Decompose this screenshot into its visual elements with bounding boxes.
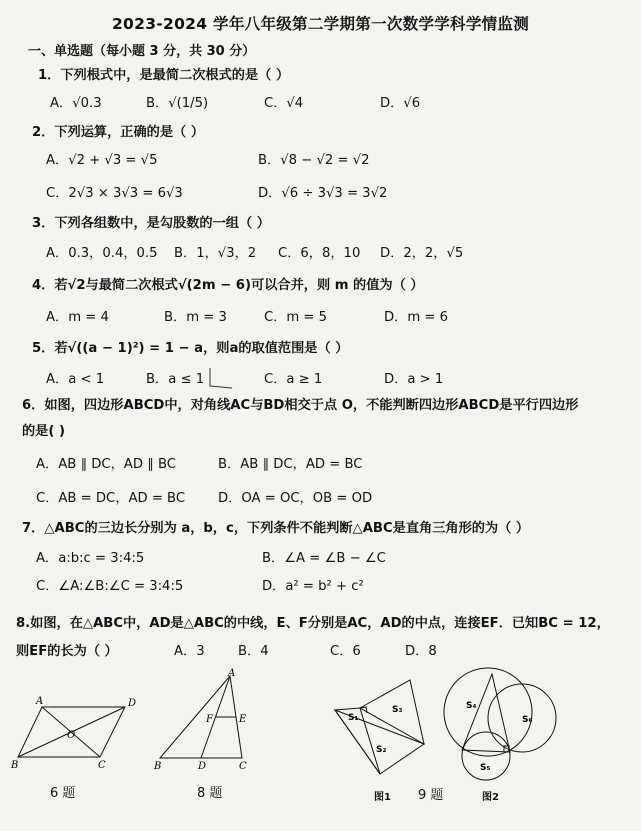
- figure-9-caption: 9 题: [418, 788, 444, 803]
- q3-option-d: D．2，2，√5: [380, 246, 464, 261]
- fig8-label-b: B: [154, 761, 162, 772]
- q3-option-c: C．6，8，10: [278, 246, 361, 261]
- fig9a-label-s3: S₃: [392, 705, 403, 715]
- q3-option-b: B．1，√3，2: [174, 246, 257, 261]
- figure-8-triangle: [150, 668, 260, 773]
- q4-option-b: B．m = 3: [164, 310, 227, 325]
- question-8-stem: 8.如图，在△ABC中，AD是△ABC的中线，E、F分别是AC，AD的中点，连接EF．已知BC = 12，: [16, 616, 610, 631]
- fig9b-label-s5: S₅: [480, 763, 491, 773]
- fig8-label-e: E: [239, 714, 247, 725]
- question-4-stem: 4．若√2与最简二次根式√(2m − 6)可以合并，则 m 的值为（ ）: [32, 278, 424, 293]
- q5-option-a: A．a < 1: [46, 372, 105, 387]
- question-5-stem: 5．若√((a − 1)²) = 1 − a，则a的取值范围是（ ）: [32, 341, 349, 356]
- q6-option-b: B．AB ∥ DC，AD = BC: [218, 457, 363, 472]
- question-1-stem: 1．下列根式中，是最简二次根式的是（ ）: [38, 68, 290, 83]
- q1-option-a: A．√0.3: [50, 96, 102, 111]
- fig6-label-a: A: [36, 696, 44, 707]
- fig9b-label-s4: S₄: [466, 701, 477, 711]
- q1-option-c: C．√4: [264, 96, 304, 111]
- q2-option-c: C．2√3 × 3√3 = 6√3: [46, 186, 183, 201]
- q8-option-c: C．6: [330, 644, 361, 659]
- fig6-label-c: C: [98, 760, 106, 771]
- figure-6-caption: 6 题: [50, 786, 76, 801]
- fig8-label-f: F: [206, 714, 213, 725]
- q7-option-d: D．a² = b² + c²: [262, 579, 364, 594]
- q7-option-b: B．∠A = ∠B − ∠C: [262, 551, 386, 566]
- q1-option-b: B．√(1/5): [146, 96, 209, 111]
- figure-9-diagram-2: [440, 660, 570, 790]
- q5-option-b: B．a ≤ 1: [146, 372, 205, 387]
- fig9a-label-s1: S₁: [348, 713, 359, 723]
- fig6-label-b: B: [11, 760, 19, 771]
- q2-option-b: B．√8 − √2 = √2: [258, 153, 370, 168]
- question-8-stem-continued: 则EF的长为（ ）: [16, 644, 118, 659]
- pen-mark: [206, 366, 236, 392]
- q1-option-d: D．√6: [380, 96, 421, 111]
- q8-option-a: A．3: [174, 644, 205, 659]
- page-title: 2023-2024 学年八年级第二学期第一次数学学科学情监测: [111, 15, 530, 33]
- figure-8-caption: 8 题: [197, 786, 223, 801]
- fig8-label-c: C: [239, 761, 247, 772]
- q6-option-d: D．OA = OC，OB = OD: [218, 491, 373, 506]
- figure-9-diagram-2-caption: 图2: [482, 792, 499, 803]
- q4-option-d: D．m = 6: [384, 310, 449, 325]
- q2-option-a: A．√2 + √3 = √5: [46, 153, 158, 168]
- q3-option-a: A．0.3，0.4，0.5: [46, 246, 158, 261]
- q7-option-a: A．a:b:c = 3:4:5: [36, 551, 145, 566]
- fig8-label-d: D: [198, 761, 207, 772]
- figure-9-diagram-1-caption: 图1: [374, 792, 391, 803]
- q6-option-a: A．AB ∥ DC，AD ∥ BC: [36, 457, 176, 472]
- figure-9-diagram-1: [330, 660, 440, 790]
- fig6-label-o: O: [67, 730, 76, 741]
- question-7-stem: 7．△ABC的三边长分别为 a，b，c，下列条件不能判断△ABC是直角三角形的为（ ）: [22, 521, 530, 536]
- fig8-label-a: A: [228, 668, 236, 679]
- q6-option-c: C．AB = DC，AD = BC: [36, 491, 186, 506]
- q2-option-d: D．√6 ÷ 3√3 = 3√2: [258, 186, 388, 201]
- q7-option-c: C．∠A:∠B:∠C = 3:4:5: [36, 579, 184, 594]
- q5-option-d: D．a > 1: [384, 372, 444, 387]
- question-6-stem-continued: 的是( ): [22, 424, 66, 439]
- q8-option-d: D．8: [405, 644, 437, 659]
- section-heading: 一、单选题（每小题 3 分，共 30 分）: [28, 44, 256, 59]
- figure-6-parallelogram: [10, 692, 140, 772]
- q4-option-c: C．m = 5: [264, 310, 328, 325]
- question-6-stem: 6．如图，四边形ABCD中，对角线AC与BD相交于点 O，不能判断四边形ABCD是平行四边形: [22, 398, 579, 413]
- q8-option-b: B．4: [238, 644, 269, 659]
- question-3-stem: 3．下列各组数中，是勾股数的一组（ ）: [32, 216, 270, 231]
- question-2-stem: 2．下列运算，正确的是（ ）: [32, 125, 205, 140]
- q5-option-c: C．a ≥ 1: [264, 372, 323, 387]
- q4-option-a: A．m = 4: [46, 310, 109, 325]
- fig9b-label-s6: S₆: [522, 715, 533, 725]
- fig9a-label-s2: S₂: [376, 745, 387, 755]
- fig6-label-d: D: [128, 698, 137, 709]
